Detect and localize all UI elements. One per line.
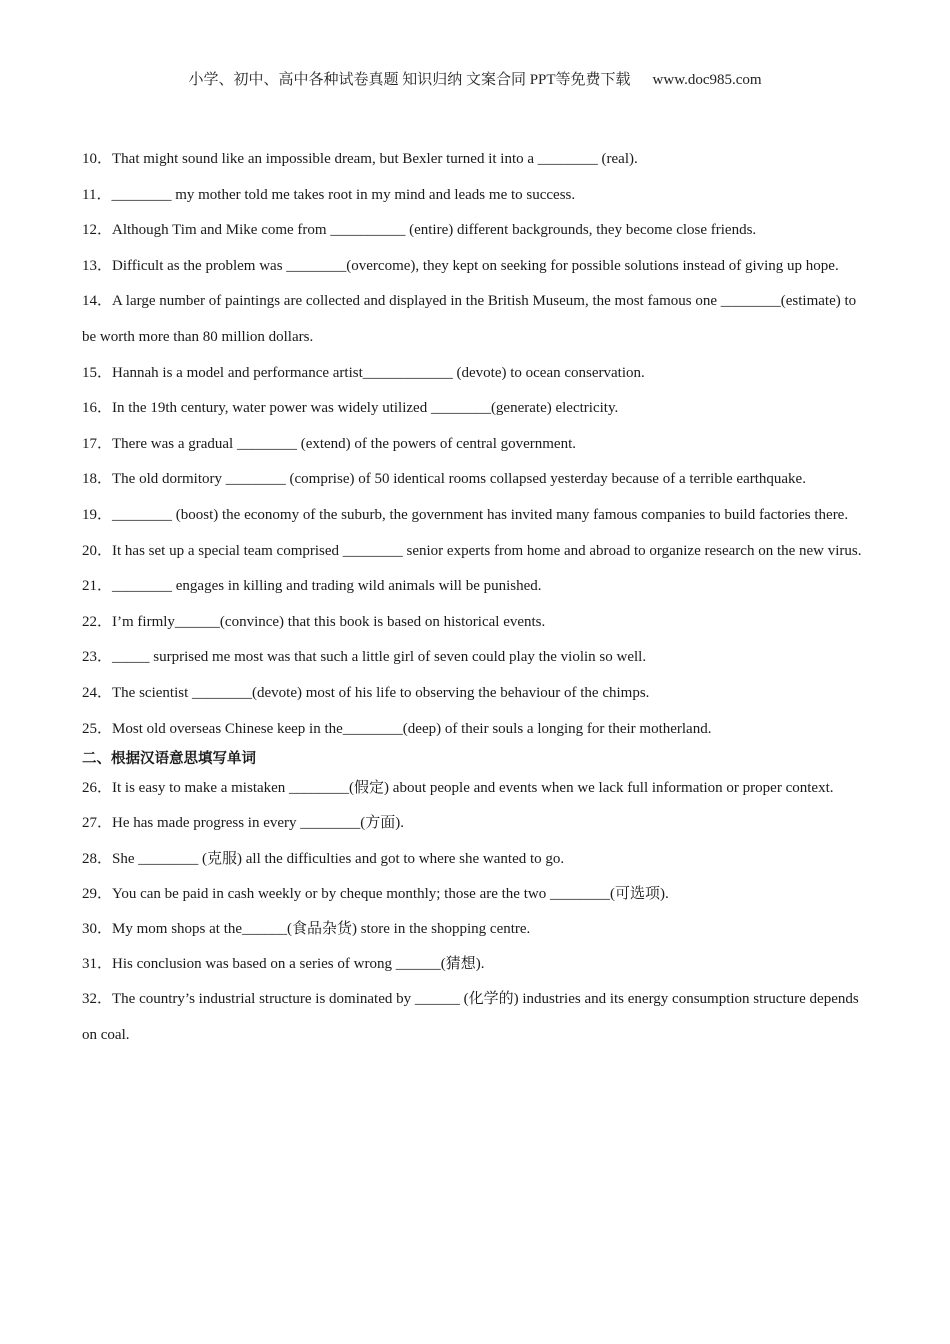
question-text: Difficult as the problem was ________(overcome), they kept on seeking for possible solutions instead of giving up hope. bbox=[112, 257, 839, 274]
question-text: The country’s industrial structure is dominated by ______ (化学的) industries and its energy consumption structure depends on coal. bbox=[82, 991, 859, 1043]
question-text: ________ my mother told me takes root in my mind and leads me to success. bbox=[111, 186, 576, 203]
question-item bbox=[82, 771, 872, 806]
question-item bbox=[82, 982, 872, 1052]
question-text: ________ engages in killing and trading wild animals will be punished. bbox=[112, 578, 542, 595]
question-text: ________ (boost) the economy of the suburb, the government has invited many famous companies to build factories there. bbox=[112, 506, 849, 523]
question-number: 28． bbox=[82, 850, 113, 867]
header-text: 小学、初中、高中各种试卷真题 知识归纳 文案合同 PPT等免费下载 bbox=[188, 72, 631, 88]
question-text: A large number of paintings are collected and displayed in the British Museum, the most famous one ________(estimate) to be worth more than 80 million dollars. bbox=[82, 293, 857, 345]
question-number: 17． bbox=[82, 435, 113, 452]
question-item bbox=[82, 676, 872, 712]
question-number: 11． bbox=[82, 186, 112, 203]
question-text: Although Tim and Mike come from __________ (entire) different backgrounds, they become close friends. bbox=[112, 222, 757, 239]
question-text: The scientist ________(devote) most of his life to observing the behaviour of the chimps. bbox=[112, 684, 650, 701]
question-text: He has made progress in every ________(方面). bbox=[112, 815, 405, 832]
question-number: 21． bbox=[82, 578, 113, 595]
section-2-list bbox=[82, 771, 872, 1053]
question-number: 25． bbox=[82, 720, 113, 737]
question-item bbox=[82, 605, 872, 641]
question-item bbox=[82, 712, 872, 748]
question-number: 31． bbox=[82, 956, 113, 973]
question-text: My mom shops at the______(食品杂货) store in the shopping centre. bbox=[112, 920, 531, 937]
question-number: 26． bbox=[82, 780, 113, 797]
question-item bbox=[82, 947, 872, 982]
header-site: www.doc985.com bbox=[652, 72, 762, 88]
question-item bbox=[82, 142, 872, 178]
question-text: There was a gradual ________ (extend) of the powers of central government. bbox=[112, 435, 577, 452]
question-item bbox=[82, 842, 872, 877]
question-number: 15． bbox=[82, 364, 113, 381]
question-item bbox=[82, 213, 872, 249]
question-number: 18． bbox=[82, 471, 113, 488]
question-text: His conclusion was based on a series of wrong ______(猜想). bbox=[112, 956, 485, 973]
question-item bbox=[82, 427, 872, 463]
question-number: 14． bbox=[82, 293, 113, 310]
question-item bbox=[82, 569, 872, 605]
section-2-heading: 二、根据汉语意思填写单词 bbox=[82, 751, 256, 768]
question-number: 13． bbox=[82, 257, 113, 274]
question-text: In the 19th century, water power was widely utilized ________(generate) electricity. bbox=[112, 400, 619, 417]
question-item bbox=[82, 356, 872, 392]
question-item bbox=[82, 534, 872, 570]
question-text: Most old overseas Chinese keep in the________(deep) of their souls a longing for their motherland. bbox=[112, 720, 712, 737]
question-text: It is easy to make a mistaken ________(假定) about people and events when we lack full information or proper context. bbox=[112, 780, 834, 797]
page-header bbox=[0, 68, 950, 89]
question-number: 32． bbox=[82, 991, 113, 1008]
question-text: She ________ (克服) all the difficulties and got to where she wanted to go. bbox=[112, 850, 565, 867]
document-body bbox=[82, 142, 872, 1053]
question-text: It has set up a special team comprised ________ senior experts from home and abroad to organize research on the new virus. bbox=[112, 542, 862, 559]
question-number: 16． bbox=[82, 400, 113, 417]
question-number: 10． bbox=[82, 151, 113, 167]
question-text: That might sound like an impossible dream, but Bexler turned it into a ________ (real). bbox=[112, 151, 638, 167]
question-item bbox=[82, 912, 872, 947]
question-item bbox=[82, 498, 872, 534]
question-item bbox=[82, 806, 872, 841]
question-item bbox=[82, 640, 872, 676]
question-item bbox=[82, 284, 872, 355]
question-text: You can be paid in cash weekly or by cheque monthly; those are the two ________(可选项). bbox=[112, 885, 669, 902]
question-item bbox=[82, 249, 872, 285]
question-text: I’m firmly______(convince) that this book is based on historical events. bbox=[112, 613, 546, 630]
question-item bbox=[82, 462, 872, 498]
question-text: _____ surprised me most was that such a little girl of seven could play the violin so well. bbox=[112, 649, 647, 666]
question-number: 19． bbox=[82, 506, 113, 523]
question-item bbox=[82, 178, 872, 214]
question-item bbox=[82, 391, 872, 427]
question-number: 29． bbox=[82, 885, 113, 902]
question-number: 20． bbox=[82, 542, 113, 559]
question-text: The old dormitory ________ (comprise) of 50 identical rooms collapsed yesterday because of a terrible earthquake. bbox=[112, 471, 806, 488]
question-number: 12． bbox=[82, 222, 113, 239]
question-number: 30． bbox=[82, 920, 113, 937]
question-number: 22． bbox=[82, 613, 113, 630]
section-1-list bbox=[82, 142, 872, 747]
question-text: Hannah is a model and performance artist____________ (devote) to ocean conservation. bbox=[112, 364, 645, 381]
question-number: 23． bbox=[82, 649, 113, 666]
question-item bbox=[82, 877, 872, 912]
question-number: 24． bbox=[82, 684, 113, 701]
question-number: 27． bbox=[82, 815, 113, 832]
